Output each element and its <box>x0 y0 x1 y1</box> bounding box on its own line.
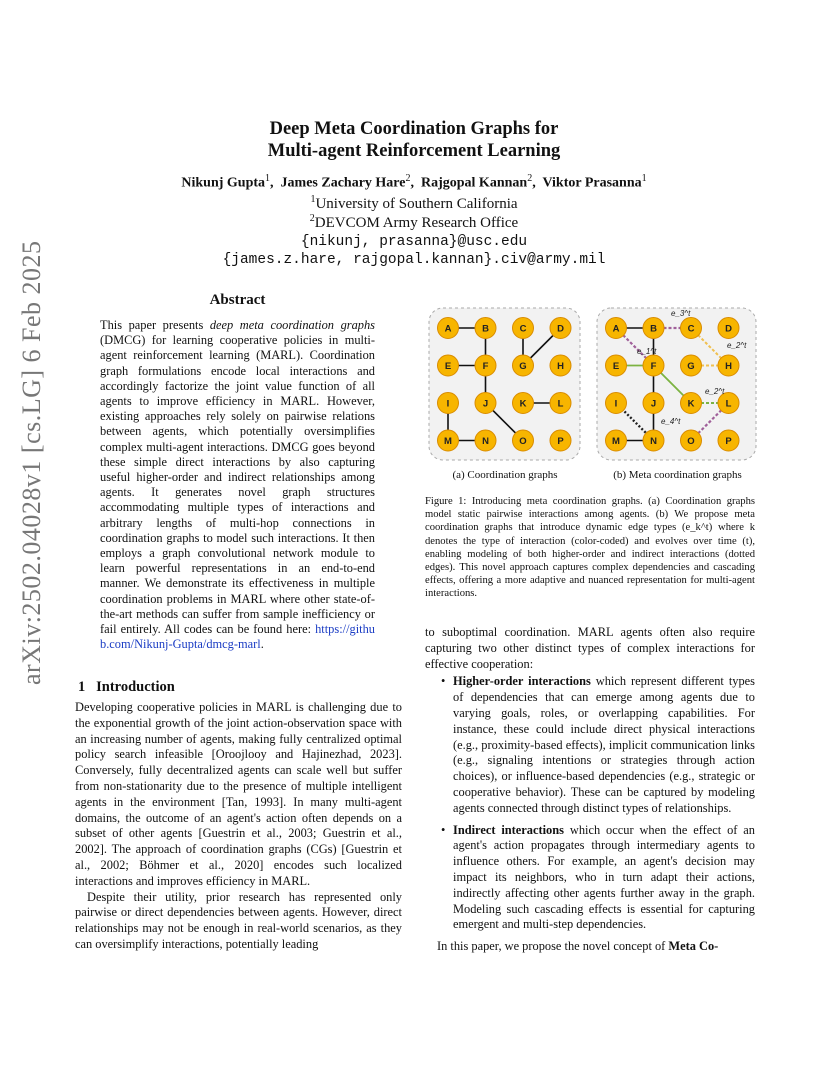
affil-sup: 1 <box>310 194 316 205</box>
arxiv-sidebar-id: arXiv:2502.04028v1 [cs.LG] 6 Feb 2025 <box>17 240 46 685</box>
agent-node-label: E <box>612 361 620 372</box>
email-line-2: {james.z.hare, rajgopal.kannan}.civ@army.mil <box>222 252 606 268</box>
paragraph-bold: Meta Co- <box>668 939 719 954</box>
author-sup: 2 <box>527 173 533 184</box>
edge-type-label: e_3^t <box>671 309 691 318</box>
author-name: Nikunj Gupta <box>181 175 266 191</box>
agent-node-label: H <box>725 361 732 372</box>
list-item <box>425 674 755 816</box>
paper-title <box>0 118 828 162</box>
paragraph: to suboptimal coordination. MARL agents often also require capturing two other distinct types of complex interactions for effective cooperation: <box>425 625 755 671</box>
agent-node-label: P <box>557 436 564 447</box>
author-name: Viktor Prasanna <box>542 175 642 191</box>
abstract-text: (DMCG) for learning cooperative policies in multi-agent reinforcement learning (MARL). Coordination graph formulations encode local interactions and accordingly factorize the joint value function of all agents to improve efficiency in MARL. However, existing approaches rely solely on pairwise relations between agents, which potentially oversimplifies complex multi-agent interactions. DMCG goes beyond these simple direct interactions by also capturing useful higher-order and indirect relationships among agents. It generates novel graph structures accommodating multiple types of interactions and arbitrary lengths of multi-hop connections in coordination graphs to model such interactions. It then employs a graph convolutional network module to learn powerful representations in an end-to-end manner. We demonstrate its effectiveness in multiple coordination problems in MARL where other state-of-the-art methods can suffer from sample inefficiency or fail entirely. All codes can be found here: <box>100 333 375 637</box>
edge-type-label: e_2^t <box>705 387 725 396</box>
title-line-1: Deep Meta Coordination Graphs for <box>269 119 559 139</box>
title-line-2: Multi-agent Reinforcement Learning <box>267 141 561 161</box>
agent-node-label: E <box>444 361 452 372</box>
agent-node-label: F <box>482 361 489 372</box>
agent-node-label: A <box>444 323 452 335</box>
agent-node-label: N <box>650 436 657 447</box>
bullet-heading: Higher-order interactions <box>453 674 591 689</box>
agent-node-label: A <box>612 323 620 335</box>
agent-node-label: D <box>557 323 564 335</box>
section-heading-introduction: 1 Introduction <box>78 679 175 695</box>
agent-node-label: G <box>519 361 527 372</box>
agent-node-label: J <box>482 398 489 410</box>
bullet-text: which occur when the effect of an agent's action propagates through intermediary agents to influence others. For example, an agent's decision may impact its neighbors, who in turn adapt their actions, indirectly affecting other agents further away in the graph. Modeling such cascading effects is essential for capturing emergent and multi-step dependencies. <box>453 822 755 932</box>
agent-node-label: K <box>687 398 695 410</box>
agent-node-label: C <box>519 323 527 335</box>
paragraph-text: In this paper, we propose the novel concept of <box>437 939 669 954</box>
author-name: James Zachary Hare <box>280 175 406 191</box>
agent-node-label: J <box>650 398 657 410</box>
agent-node-label: D <box>725 323 732 335</box>
agent-node-label: K <box>519 398 527 410</box>
email-line-1: {nikunj, prasanna}@usc.edu <box>300 234 528 250</box>
edge-type-label: e_4^t <box>661 417 681 426</box>
agent-node-label: L <box>557 398 564 410</box>
figure-caption: Figure 1: Introducing meta coordination graphs. (a) Coordination graphs model static pairwise interactions among agents. (b) We propose meta coordination graphs that introduce dynamic edge types (e_k^t) where k denotes the type of interaction (color-coded) and evolves over time (t), enabling modeling of both higher-order and indirect interactions (dotted edges). This novel approach captures complex dependencies and cascading effects, offering a more adaptive and nuanced representation for multi-agent interactions. <box>425 496 755 600</box>
abstract-text: This paper presents <box>100 318 210 332</box>
agent-node-label: B <box>650 323 657 335</box>
affiliation-1 <box>0 194 828 213</box>
abstract-emphasis: deep meta coordination graphs <box>209 318 375 332</box>
agent-node-label: O <box>519 436 527 447</box>
author-list: Nikunj Gupta$^1$, James Zachary Hare$^2$, Rajgopal Kannan$^2$, Viktor Prasanna$^1$ <box>181 173 647 191</box>
agent-node-label: L <box>725 398 732 410</box>
subcaption-b: (b) Meta coordination graphs <box>613 469 742 481</box>
author-sup: 2 <box>405 173 411 184</box>
intro-text <box>75 700 402 953</box>
author-sup: 1 <box>641 173 647 184</box>
affiliation-2 <box>0 213 828 232</box>
agent-node-label: B <box>482 323 489 335</box>
paragraph <box>425 939 755 955</box>
edge-type-label: e_2^t <box>727 341 747 350</box>
agent-node-label: N <box>482 436 489 447</box>
interaction-types-list <box>425 674 755 933</box>
agent-node-label: O <box>687 436 695 447</box>
author-sup: 1 <box>265 173 271 184</box>
subcaption-a: (a) Coordination graphs <box>452 469 558 481</box>
affil-text: DEVCOM Army Research Office <box>314 215 519 231</box>
affil-text: University of Southern California <box>315 196 518 212</box>
bullet-text: which represent different types of dependencies that can emerge among agents due to varying goals, roles, or overlapping capabilities. For instance, these could include direct physical interactions (e.g., proximity-based effects), implicit communication links (e.g., signaling intentions or strategies through action choices), or influence-based dependencies (e.g., strategic or cooperative behavior). These can be captured by modeling agents connected through distinct types of relationships. <box>453 674 755 815</box>
abstract-body <box>100 318 375 652</box>
affil-sup: 2 <box>309 213 315 224</box>
abstract-text: . <box>260 637 264 652</box>
list-item <box>425 823 755 934</box>
agent-node-label: M <box>612 436 620 447</box>
agent-node-label: P <box>725 436 732 447</box>
agent-node-label: M <box>444 436 452 447</box>
agent-node-label: F <box>650 361 657 372</box>
intro-text-col2 <box>425 625 755 955</box>
author-name: Rajgopal Kannan <box>420 175 528 191</box>
figure-1-graphs <box>425 304 760 464</box>
agent-node-label: H <box>557 361 564 372</box>
paragraph: Despite their utility, prior research has represented only pairwise or direct dependencies between agents. However, direct relationships may not be enough in real-world scenarios, as they can oversimplify interactions, potentially leading <box>75 889 402 951</box>
agent-node-label: I <box>446 398 450 410</box>
abstract-heading: Abstract <box>209 292 266 308</box>
edge-type-label: e_1^t <box>637 347 657 356</box>
code-link[interactable]: https://github.com/Nikunj-Gupta/dmcg-marl <box>100 622 375 652</box>
agent-node-label: I <box>614 398 618 410</box>
bullet-heading: Indirect interactions <box>453 822 564 837</box>
agent-node-label: G <box>687 361 695 372</box>
paragraph: Developing cooperative policies in MARL is challenging due to the exponential growth of the joint action-observation space with an increasing number of agents, making fully centralized optimal policy search infeasible [Oroojlooy and Hajinezhad, 2023]. Conversely, fully decentralized agents can scale well but suffer from non-stationarity due to the presence of multiple intelligent agents in the environment [Tan, 1993]. In many multi-agent domains, the outcome of an agent's action often depends on a subset of other agents [Guestrin et al., 2003; Guestrin et al., 2002]. The approach of coordination graphs (CGs) [Guestrin et al., 2002; Böhmer et al., 2020] encodes such localized interactions and improves efficiency in MARL. <box>75 700 402 888</box>
agent-node-label: C <box>687 323 695 335</box>
